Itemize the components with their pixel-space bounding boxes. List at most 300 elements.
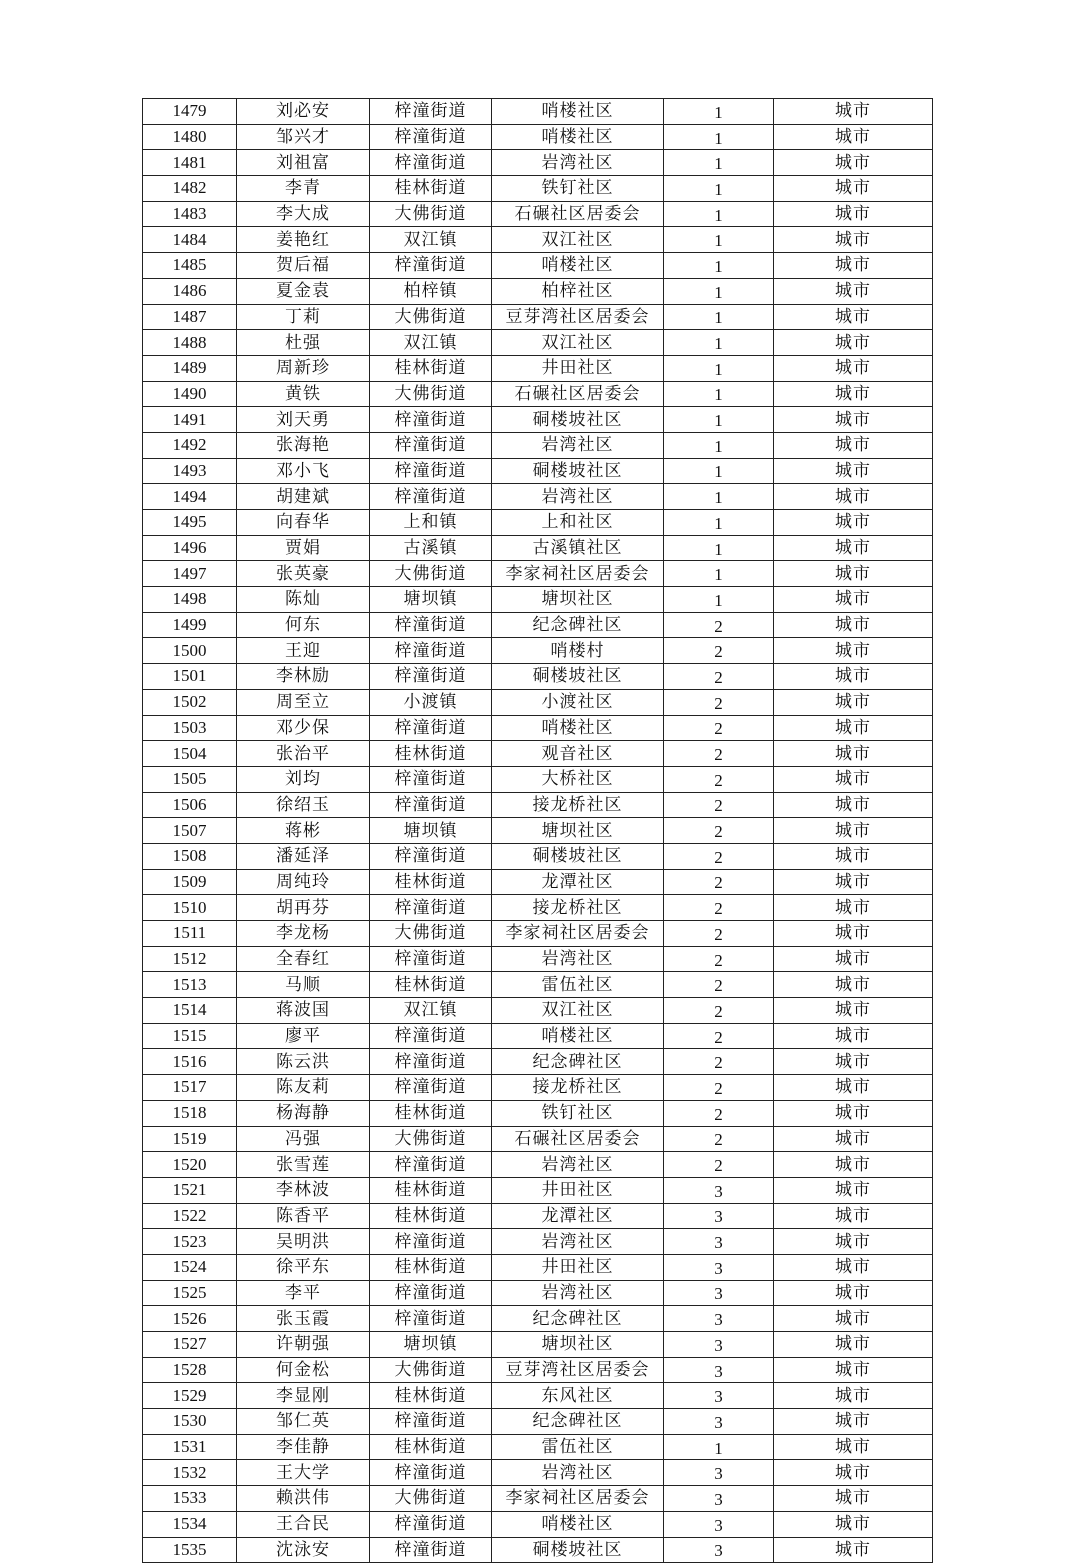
table-row (143, 355, 933, 381)
community-cell: 接龙桥社区 (492, 1075, 664, 1101)
street-cell: 梓潼街道 (370, 895, 492, 921)
serial-number-cell: 1489 (143, 355, 237, 381)
area-type-cell: 城市 (774, 201, 933, 227)
name-cell: 邹兴才 (237, 124, 370, 150)
table-row (143, 1537, 933, 1563)
table-row (143, 1332, 933, 1358)
table-row (143, 458, 933, 484)
area-type-cell: 城市 (774, 99, 933, 125)
area-type-cell: 城市 (774, 150, 933, 176)
area-type-cell: 城市 (774, 587, 933, 613)
table-row (143, 766, 933, 792)
name-cell: 李佳静 (237, 1434, 370, 1460)
community-cell: 岩湾社区 (492, 432, 664, 458)
table-row (143, 818, 933, 844)
level-cell: 1 (664, 407, 774, 433)
area-type-cell: 城市 (774, 381, 933, 407)
area-type-cell: 城市 (774, 1511, 933, 1537)
table-row (143, 843, 933, 869)
level-cell: 1 (664, 253, 774, 279)
street-cell: 桂林街道 (370, 1177, 492, 1203)
serial-number-cell: 1507 (143, 818, 237, 844)
community-cell: 柏梓社区 (492, 278, 664, 304)
community-cell: 豆芽湾社区居委会 (492, 1357, 664, 1383)
serial-number-cell: 1490 (143, 381, 237, 407)
community-cell: 哨楼社区 (492, 99, 664, 125)
community-cell: 龙潭社区 (492, 1203, 664, 1229)
community-cell: 东风社区 (492, 1383, 664, 1409)
table-row (143, 792, 933, 818)
serial-number-cell: 1526 (143, 1306, 237, 1332)
serial-number-cell: 1511 (143, 921, 237, 947)
serial-number-cell: 1481 (143, 150, 237, 176)
name-cell: 周新珍 (237, 355, 370, 381)
table-row (143, 1152, 933, 1178)
serial-number-cell: 1494 (143, 484, 237, 510)
table-row (143, 278, 933, 304)
serial-number-cell: 1483 (143, 201, 237, 227)
table-row (143, 1049, 933, 1075)
serial-number-cell: 1531 (143, 1434, 237, 1460)
area-type-cell: 城市 (774, 1280, 933, 1306)
level-cell: 2 (664, 766, 774, 792)
community-cell: 塘坝社区 (492, 818, 664, 844)
table-row (143, 1075, 933, 1101)
street-cell: 梓潼街道 (370, 843, 492, 869)
community-cell: 哨楼村 (492, 638, 664, 664)
level-cell: 1 (664, 330, 774, 356)
table-row (143, 150, 933, 176)
area-type-cell: 城市 (774, 407, 933, 433)
serial-number-cell: 1535 (143, 1537, 237, 1563)
street-cell: 梓潼街道 (370, 1409, 492, 1435)
street-cell: 大佛街道 (370, 921, 492, 947)
area-type-cell: 城市 (774, 1126, 933, 1152)
area-type-cell: 城市 (774, 278, 933, 304)
name-cell: 邹仁英 (237, 1409, 370, 1435)
serial-number-cell: 1510 (143, 895, 237, 921)
level-cell: 3 (664, 1254, 774, 1280)
area-type-cell: 城市 (774, 1409, 933, 1435)
name-cell: 吴明洪 (237, 1229, 370, 1255)
street-cell: 大佛街道 (370, 1126, 492, 1152)
area-type-cell: 城市 (774, 1100, 933, 1126)
name-cell: 王大学 (237, 1460, 370, 1486)
level-cell: 1 (664, 124, 774, 150)
area-type-cell: 城市 (774, 766, 933, 792)
level-cell: 1 (664, 355, 774, 381)
serial-number-cell: 1508 (143, 843, 237, 869)
table-row (143, 176, 933, 202)
serial-number-cell: 1497 (143, 561, 237, 587)
community-cell: 纪念碑社区 (492, 612, 664, 638)
community-cell: 接龙桥社区 (492, 792, 664, 818)
serial-number-cell: 1523 (143, 1229, 237, 1255)
area-type-cell: 城市 (774, 227, 933, 253)
street-cell: 梓潼街道 (370, 946, 492, 972)
area-type-cell: 城市 (774, 1434, 933, 1460)
area-type-cell: 城市 (774, 176, 933, 202)
community-cell: 石碾社区居委会 (492, 381, 664, 407)
level-cell: 1 (664, 561, 774, 587)
community-cell: 石碾社区居委会 (492, 1126, 664, 1152)
serial-number-cell: 1519 (143, 1126, 237, 1152)
area-type-cell: 城市 (774, 1177, 933, 1203)
serial-number-cell: 1522 (143, 1203, 237, 1229)
serial-number-cell: 1502 (143, 689, 237, 715)
community-cell: 井田社区 (492, 1254, 664, 1280)
table-row (143, 689, 933, 715)
table-row (143, 1357, 933, 1383)
street-cell: 梓潼街道 (370, 1537, 492, 1563)
name-cell: 向春华 (237, 510, 370, 536)
name-cell: 李大成 (237, 201, 370, 227)
level-cell: 2 (664, 1075, 774, 1101)
level-cell: 1 (664, 432, 774, 458)
area-type-cell: 城市 (774, 612, 933, 638)
community-cell: 接龙桥社区 (492, 895, 664, 921)
community-cell: 大桥社区 (492, 766, 664, 792)
street-cell: 梓潼街道 (370, 715, 492, 741)
name-cell: 刘必安 (237, 99, 370, 125)
name-cell: 周纯玲 (237, 869, 370, 895)
area-type-cell: 城市 (774, 638, 933, 664)
street-cell: 桂林街道 (370, 741, 492, 767)
level-cell: 2 (664, 715, 774, 741)
serial-number-cell: 1505 (143, 766, 237, 792)
serial-number-cell: 1484 (143, 227, 237, 253)
name-cell: 沈泳安 (237, 1537, 370, 1563)
name-cell: 李青 (237, 176, 370, 202)
area-type-cell: 城市 (774, 792, 933, 818)
level-cell: 2 (664, 664, 774, 690)
street-cell: 梓潼街道 (370, 1075, 492, 1101)
street-cell: 桂林街道 (370, 176, 492, 202)
level-cell: 2 (664, 1100, 774, 1126)
table-row (143, 1383, 933, 1409)
area-type-cell: 城市 (774, 869, 933, 895)
area-type-cell: 城市 (774, 484, 933, 510)
table-row (143, 998, 933, 1024)
table-row (143, 1511, 933, 1537)
street-cell: 桂林街道 (370, 355, 492, 381)
community-cell: 李家祠社区居委会 (492, 921, 664, 947)
serial-number-cell: 1514 (143, 998, 237, 1024)
community-cell: 岩湾社区 (492, 1460, 664, 1486)
serial-number-cell: 1480 (143, 124, 237, 150)
level-cell: 3 (664, 1357, 774, 1383)
name-cell: 许朝强 (237, 1332, 370, 1358)
street-cell: 柏梓镇 (370, 278, 492, 304)
table-row (143, 715, 933, 741)
table-row (143, 227, 933, 253)
name-cell: 李龙杨 (237, 921, 370, 947)
level-cell: 2 (664, 612, 774, 638)
area-type-cell: 城市 (774, 535, 933, 561)
serial-number-cell: 1518 (143, 1100, 237, 1126)
level-cell: 2 (664, 998, 774, 1024)
name-cell: 张治平 (237, 741, 370, 767)
street-cell: 梓潼街道 (370, 1023, 492, 1049)
street-cell: 梓潼街道 (370, 484, 492, 510)
level-cell: 1 (664, 587, 774, 613)
name-cell: 邓小飞 (237, 458, 370, 484)
table-row (143, 1254, 933, 1280)
area-type-cell: 城市 (774, 1306, 933, 1332)
name-cell: 黄铁 (237, 381, 370, 407)
level-cell: 2 (664, 741, 774, 767)
level-cell: 1 (664, 535, 774, 561)
community-cell: 雷伍社区 (492, 972, 664, 998)
table-row (143, 330, 933, 356)
serial-number-cell: 1509 (143, 869, 237, 895)
name-cell: 杜强 (237, 330, 370, 356)
serial-number-cell: 1488 (143, 330, 237, 356)
serial-number-cell: 1506 (143, 792, 237, 818)
area-type-cell: 城市 (774, 1357, 933, 1383)
level-cell: 1 (664, 458, 774, 484)
community-cell: 井田社区 (492, 355, 664, 381)
table-row (143, 201, 933, 227)
name-cell: 李平 (237, 1280, 370, 1306)
serial-number-cell: 1482 (143, 176, 237, 202)
area-type-cell: 城市 (774, 921, 933, 947)
level-cell: 1 (664, 201, 774, 227)
serial-number-cell: 1486 (143, 278, 237, 304)
street-cell: 梓潼街道 (370, 253, 492, 279)
street-cell: 梓潼街道 (370, 612, 492, 638)
street-cell: 梓潼街道 (370, 1229, 492, 1255)
area-type-cell: 城市 (774, 1023, 933, 1049)
community-cell: 哨楼社区 (492, 1511, 664, 1537)
name-cell: 李林励 (237, 664, 370, 690)
street-cell: 双江镇 (370, 998, 492, 1024)
name-cell: 潘延泽 (237, 843, 370, 869)
street-cell: 梓潼街道 (370, 766, 492, 792)
table-row (143, 99, 933, 125)
level-cell: 3 (664, 1486, 774, 1512)
area-type-cell: 城市 (774, 432, 933, 458)
table-row (143, 612, 933, 638)
table-row (143, 921, 933, 947)
name-cell: 夏金袁 (237, 278, 370, 304)
serial-number-cell: 1527 (143, 1332, 237, 1358)
street-cell: 桂林街道 (370, 1383, 492, 1409)
community-cell: 岩湾社区 (492, 946, 664, 972)
level-cell: 2 (664, 792, 774, 818)
community-cell: 岩湾社区 (492, 1229, 664, 1255)
street-cell: 桂林街道 (370, 1100, 492, 1126)
serial-number-cell: 1491 (143, 407, 237, 433)
area-type-cell: 城市 (774, 1229, 933, 1255)
table-row (143, 1203, 933, 1229)
name-cell: 赖洪伟 (237, 1486, 370, 1512)
name-cell: 贺后福 (237, 253, 370, 279)
area-type-cell: 城市 (774, 253, 933, 279)
level-cell: 1 (664, 510, 774, 536)
table-row (143, 432, 933, 458)
name-cell: 张雪莲 (237, 1152, 370, 1178)
level-cell: 3 (664, 1177, 774, 1203)
street-cell: 桂林街道 (370, 1254, 492, 1280)
community-cell: 硐楼坡社区 (492, 458, 664, 484)
name-cell: 李显刚 (237, 1383, 370, 1409)
name-cell: 刘祖富 (237, 150, 370, 176)
name-cell: 胡建斌 (237, 484, 370, 510)
serial-number-cell: 1500 (143, 638, 237, 664)
level-cell: 2 (664, 869, 774, 895)
table-row (143, 587, 933, 613)
level-cell: 2 (664, 1023, 774, 1049)
table-row (143, 1229, 933, 1255)
street-cell: 梓潼街道 (370, 1280, 492, 1306)
area-type-cell: 城市 (774, 458, 933, 484)
serial-number-cell: 1532 (143, 1460, 237, 1486)
level-cell: 3 (664, 1460, 774, 1486)
name-cell: 王迎 (237, 638, 370, 664)
table-row (143, 484, 933, 510)
community-cell: 哨楼社区 (492, 124, 664, 150)
community-cell: 塘坝社区 (492, 587, 664, 613)
level-cell: 3 (664, 1332, 774, 1358)
table-row (143, 1409, 933, 1435)
community-cell: 铁钉社区 (492, 176, 664, 202)
table-row (143, 381, 933, 407)
street-cell: 梓潼街道 (370, 432, 492, 458)
serial-number-cell: 1498 (143, 587, 237, 613)
serial-number-cell: 1501 (143, 664, 237, 690)
street-cell: 梓潼街道 (370, 124, 492, 150)
street-cell: 大佛街道 (370, 1357, 492, 1383)
community-cell: 龙潭社区 (492, 869, 664, 895)
name-cell: 徐绍玉 (237, 792, 370, 818)
serial-number-cell: 1517 (143, 1075, 237, 1101)
name-cell: 邓少保 (237, 715, 370, 741)
level-cell: 1 (664, 99, 774, 125)
table-row (143, 895, 933, 921)
level-cell: 2 (664, 972, 774, 998)
area-type-cell: 城市 (774, 715, 933, 741)
table-row (143, 638, 933, 664)
level-cell: 3 (664, 1409, 774, 1435)
serial-number-cell: 1521 (143, 1177, 237, 1203)
street-cell: 梓潼街道 (370, 1460, 492, 1486)
street-cell: 塘坝镇 (370, 818, 492, 844)
community-cell: 小渡社区 (492, 689, 664, 715)
area-type-cell: 城市 (774, 1383, 933, 1409)
name-cell: 张英豪 (237, 561, 370, 587)
area-type-cell: 城市 (774, 843, 933, 869)
street-cell: 桂林街道 (370, 869, 492, 895)
level-cell: 3 (664, 1383, 774, 1409)
table-row (143, 1306, 933, 1332)
name-cell: 王合民 (237, 1511, 370, 1537)
street-cell: 桂林街道 (370, 972, 492, 998)
table-row (143, 561, 933, 587)
community-cell: 纪念碑社区 (492, 1306, 664, 1332)
area-type-cell: 城市 (774, 946, 933, 972)
area-type-cell: 城市 (774, 1254, 933, 1280)
serial-number-cell: 1487 (143, 304, 237, 330)
community-cell: 岩湾社区 (492, 1280, 664, 1306)
street-cell: 双江镇 (370, 227, 492, 253)
table-row (143, 535, 933, 561)
name-cell: 陈灿 (237, 587, 370, 613)
serial-number-cell: 1528 (143, 1357, 237, 1383)
area-type-cell: 城市 (774, 1075, 933, 1101)
community-cell: 双江社区 (492, 330, 664, 356)
street-cell: 大佛街道 (370, 561, 492, 587)
street-cell: 梓潼街道 (370, 638, 492, 664)
name-cell: 张海艳 (237, 432, 370, 458)
community-cell: 井田社区 (492, 1177, 664, 1203)
level-cell: 3 (664, 1511, 774, 1537)
serial-number-cell: 1525 (143, 1280, 237, 1306)
level-cell: 1 (664, 1434, 774, 1460)
community-cell: 石碾社区居委会 (492, 201, 664, 227)
area-type-cell: 城市 (774, 818, 933, 844)
serial-number-cell: 1503 (143, 715, 237, 741)
level-cell: 2 (664, 638, 774, 664)
community-cell: 铁钉社区 (492, 1100, 664, 1126)
area-type-cell: 城市 (774, 355, 933, 381)
area-type-cell: 城市 (774, 510, 933, 536)
serial-number-cell: 1533 (143, 1486, 237, 1512)
level-cell: 3 (664, 1306, 774, 1332)
name-cell: 全春红 (237, 946, 370, 972)
table-row (143, 1486, 933, 1512)
street-cell: 上和镇 (370, 510, 492, 536)
table-row (143, 946, 933, 972)
area-type-cell: 城市 (774, 1460, 933, 1486)
record-table-body (143, 99, 933, 1563)
level-cell: 2 (664, 895, 774, 921)
community-cell: 硐楼坡社区 (492, 1537, 664, 1563)
table-row (143, 741, 933, 767)
serial-number-cell: 1516 (143, 1049, 237, 1075)
name-cell: 杨海静 (237, 1100, 370, 1126)
serial-number-cell: 1493 (143, 458, 237, 484)
serial-number-cell: 1512 (143, 946, 237, 972)
serial-number-cell: 1504 (143, 741, 237, 767)
table-row (143, 664, 933, 690)
level-cell: 1 (664, 304, 774, 330)
level-cell: 2 (664, 843, 774, 869)
street-cell: 古溪镇 (370, 535, 492, 561)
serial-number-cell: 1520 (143, 1152, 237, 1178)
area-type-cell: 城市 (774, 1049, 933, 1075)
level-cell: 2 (664, 1049, 774, 1075)
area-type-cell: 城市 (774, 1537, 933, 1563)
serial-number-cell: 1515 (143, 1023, 237, 1049)
community-cell: 哨楼社区 (492, 1023, 664, 1049)
street-cell: 梓潼街道 (370, 407, 492, 433)
street-cell: 大佛街道 (370, 201, 492, 227)
street-cell: 梓潼街道 (370, 1306, 492, 1332)
community-cell: 硐楼坡社区 (492, 664, 664, 690)
level-cell: 1 (664, 176, 774, 202)
community-cell: 雷伍社区 (492, 1434, 664, 1460)
area-type-cell: 城市 (774, 124, 933, 150)
street-cell: 大佛街道 (370, 304, 492, 330)
level-cell: 2 (664, 818, 774, 844)
area-type-cell: 城市 (774, 1152, 933, 1178)
level-cell: 1 (664, 227, 774, 253)
name-cell: 张玉霞 (237, 1306, 370, 1332)
street-cell: 塘坝镇 (370, 1332, 492, 1358)
community-cell: 哨楼社区 (492, 253, 664, 279)
street-cell: 双江镇 (370, 330, 492, 356)
